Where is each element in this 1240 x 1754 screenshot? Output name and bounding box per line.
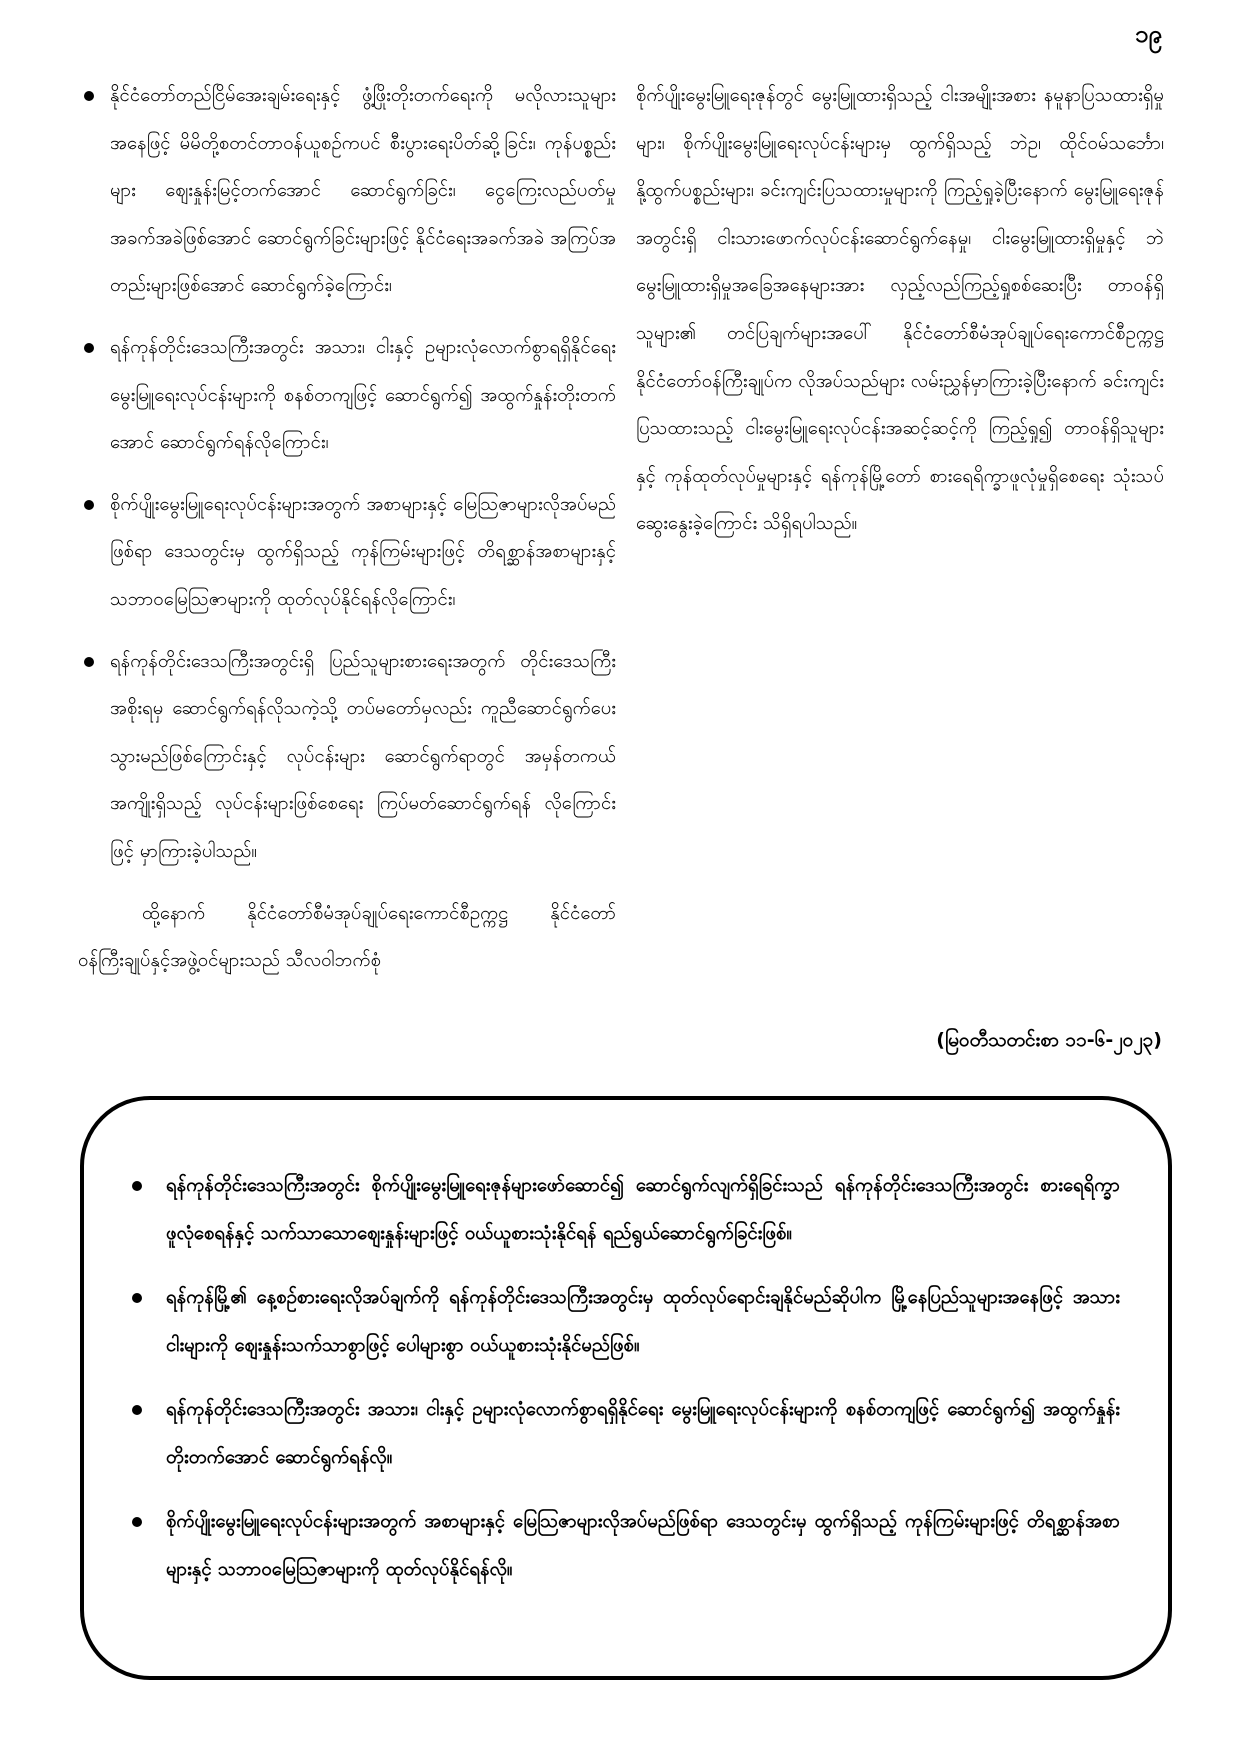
- summary-list: [120, 1162, 1120, 1610]
- list-item: [78, 72, 616, 310]
- list-item: [120, 1386, 1120, 1482]
- summary-text: ရန်ကုန်တိုင်းဒေသကြီးအတွင်း အသား၊ ငါးနှင့် ဥများလုံလောက်စွာရရှိနိုင်ရေး မွေးမြူရေးလုပ်ငန်းများကို စနစ်တကျဖြင့် ဆောင်ရွက်၍ အထွက်နှုန်းတိုးတက်အောင် ဆောင်ရွက်ရန်လို။: [166, 1399, 1120, 1468]
- summary-text: ရန်ကုန်မြို့၏ နေ့စဉ်စားရေးလိုအပ်ချက်ကို ရန်ကုန်တိုင်းဒေသကြီးအတွင်းမှ ထုတ်လုပ်ရောင်းချနိုင်မည်ဆိုပါက မြို့နေပြည်သူများအနေဖြင့် အသားငါးများကို ဈေးနှုန်းသက်သာစွာဖြင့် ပေါများစွာ ဝယ်ယူစားသုံးနိုင်မည်ဖြစ်။: [166, 1287, 1120, 1356]
- list-item: [78, 324, 616, 467]
- bullet-icon: [84, 500, 94, 510]
- list-item: [120, 1274, 1120, 1370]
- right-column: [636, 72, 1164, 548]
- list-item: [120, 1162, 1120, 1258]
- bullet-icon: [84, 657, 94, 667]
- page-number: ၁၉: [1135, 20, 1162, 48]
- bullet-text: ရန်ကုန်တိုင်းဒေသကြီးအတွင်း အသား၊ ငါးနှင့် ဥများလုံလောက်စွာရရှိနိုင်ရေး မွေးမြူရေးလုပ်ငန်းများကို စနစ်တကျဖြင့် ဆောင်ရွက်၍ အထွက်နှုန်းတိုးတက်အောင် ဆောင်ရွက်ရန်လိုကြောင်း၊: [110, 336, 616, 454]
- bullet-text: စိုက်ပျိုးမွေးမြူရေးလုပ်ငန်းများအတွက် အစာများနှင့် မြေသြဇာများလိုအပ်မည်ဖြစ်ရာ ဒေသတွင်းမှ ထွက်ရှိသည့် ကုန်ကြမ်းများဖြင့် တိရစ္ဆာန်အစာများနှင့် သဘာဝမြေသြဇာများကို ထုတ်လုပ်နိုင်ရန်လိုကြောင်း၊: [110, 493, 616, 610]
- left-column: [78, 72, 616, 985]
- bullet-icon: [84, 343, 94, 353]
- summary-box: [80, 1096, 1172, 1680]
- bullet-icon: [84, 91, 94, 101]
- source-citation: (မြဝတီသတင်းစာ ၁၁-၆-၂၀၂၃): [936, 1029, 1162, 1051]
- list-item: [120, 1498, 1120, 1594]
- body-paragraph: စိုက်ပျိုးမွေးမြူရေးဇုန်တွင် မွေးမြူထားရှိသည့် ငါးအမျိုးအစား နမူနာပြသထားရှိမှုများ၊ စိုက်ပျိုးမွေးမြူရေးလုပ်ငန်းများမှ ထွက်ရှိသည့် ဘဲဥ၊ ထိုင်ဝမ်သင်္ဘော၊ နို့ထွက်ပစ္စည်းများ၊ ခင်းကျင်းပြသထားမှုများကို ကြည့်ရှုခဲ့ပြီးနောက် မွေးမြူရေးဇုန်အတွင်းရှိ ငါးသားဖောက်လုပ်ငန်းဆောင်ရွက်နေမှု၊ ငါးမွေးမြူထားရှိမှုနှင့် ဘဲမွေးမြူထားရှိမှုအခြေအနေများအား လှည့်လည်ကြည့်ရှုစစ်ဆေးပြီး တာဝန်ရှိသူများ၏ တင်ပြချက်များအပေါ် နိုင်ငံတော်စီမံအုပ်ချုပ်ရေးကောင်စီဥက္ကဋ္ဌ နိုင်ငံတော်ဝန်ကြီးချုပ်က လိုအပ်သည်များ လမ်းညွှန်မှာကြားခဲ့ပြီးနောက် ခင်းကျင်းပြသထားသည့် ငါးမွေးမြူရေးလုပ်ငန်းအဆင့်ဆင့်ကို ကြည့်ရှု၍ တာဝန်ရှိသူများနှင့် ကုန်ထုတ်လုပ်မှုများနှင့် ရန်ကုန်မြို့တော် စားရေရိက္ခာဖူလုံမှုရှိစေရေး သုံးသပ်ဆွေးနွေးခဲ့ကြောင်း သိရှိရပါသည်။: [636, 85, 1164, 535]
- bullet-text: နိုင်ငံတော်တည်ငြိမ်အေးချမ်းရေးနှင့် ဖွံ့ဖြိုးတိုးတက်ရေးကို မလိုလားသူများအနေဖြင့် မိမိတို့စတင်တာဝန်ယူစဉ်ကပင် စီးပွားရေးပိတ်ဆို့ခြင်း၊ ကုန်ပစ္စည်းများ ဈေးနှုန်းမြင့်တက်အောင် ဆောင်ရွက်ခြင်း၊ ငွေကြေးလည်ပတ်မှုအခက်အခဲဖြစ်အောင် ဆောင်ရွက်ခြင်းများဖြင့် နိုင်ငံရေးအခက်အခဲ အကြပ်အတည်းများဖြစ်အောင် ဆောင်ရွက်ခဲ့ကြောင်း၊: [110, 85, 616, 297]
- summary-text: ရန်ကုန်တိုင်းဒေသကြီးအတွင်း စိုက်ပျိုးမွေးမြူရေးဇုန်များဖော်ဆောင်၍ ဆောင်ရွက်လျက်ရှိခြင်းသည် ရန်ကုန်တိုင်းဒေသကြီးအတွင်း စားရေရိက္ခာဖူလုံစေရန်နှင့် သက်သာသောဈေးနှုန်းများဖြင့် ဝယ်ယူစားသုံးနိုင်ရန် ရည်ရွယ်ဆောင်ရွက်ခြင်းဖြစ်။: [166, 1175, 1120, 1244]
- left-bullet-list: [78, 72, 616, 876]
- bullet-icon: [132, 1405, 142, 1415]
- bullet-icon: [132, 1293, 142, 1303]
- bullet-text: ရန်ကုန်တိုင်းဒေသကြီးအတွင်းရှိ ပြည်သူများစားရေးအတွက် တိုင်းဒေသကြီးအစိုးရမှ ဆောင်ရွက်ရန်လိုသကဲ့သို့ တပ်မတော်မှလည်း ကူညီဆောင်ရွက်ပေးသွားမည်ဖြစ်ကြောင်းနှင့် လုပ်ငန်းများ ဆောင်ရွက်ရာတွင် အမှန်တကယ်အကျိုးရှိသည့် လုပ်ငန်းများဖြစ်စေရေး ကြပ်မတ်ဆောင်ရွက်ရန် လိုကြောင်းဖြင့် မှာကြားခဲ့ပါသည်။: [110, 650, 616, 862]
- summary-text: စိုက်ပျိုးမွေးမြူရေးလုပ်ငန်းများအတွက် အစာများနှင့် မြေသြဇာများလိုအပ်မည်ဖြစ်ရာ ဒေသတွင်းမှ ထွက်ရှိသည့် ကုန်ကြမ်းများဖြင့် တိရစ္ဆာန်အစာများနှင့် သဘာဝမြေသြဇာများကို ထုတ်လုပ်နိုင်ရန်လို။: [166, 1511, 1120, 1580]
- list-item: [78, 481, 616, 624]
- closing-paragraph: ထို့နောက် နိုင်ငံတော်စီမံအုပ်ချုပ်ရေးကောင်စီဥက္ကဋ္ဌ နိုင်ငံတော်ဝန်ကြီးချုပ်နှင့်အဖွဲ့ဝင်များသည် သီလဝါဘက်စုံ: [78, 902, 616, 972]
- list-item: [78, 638, 616, 876]
- bullet-icon: [132, 1181, 142, 1191]
- bullet-icon: [132, 1517, 142, 1527]
